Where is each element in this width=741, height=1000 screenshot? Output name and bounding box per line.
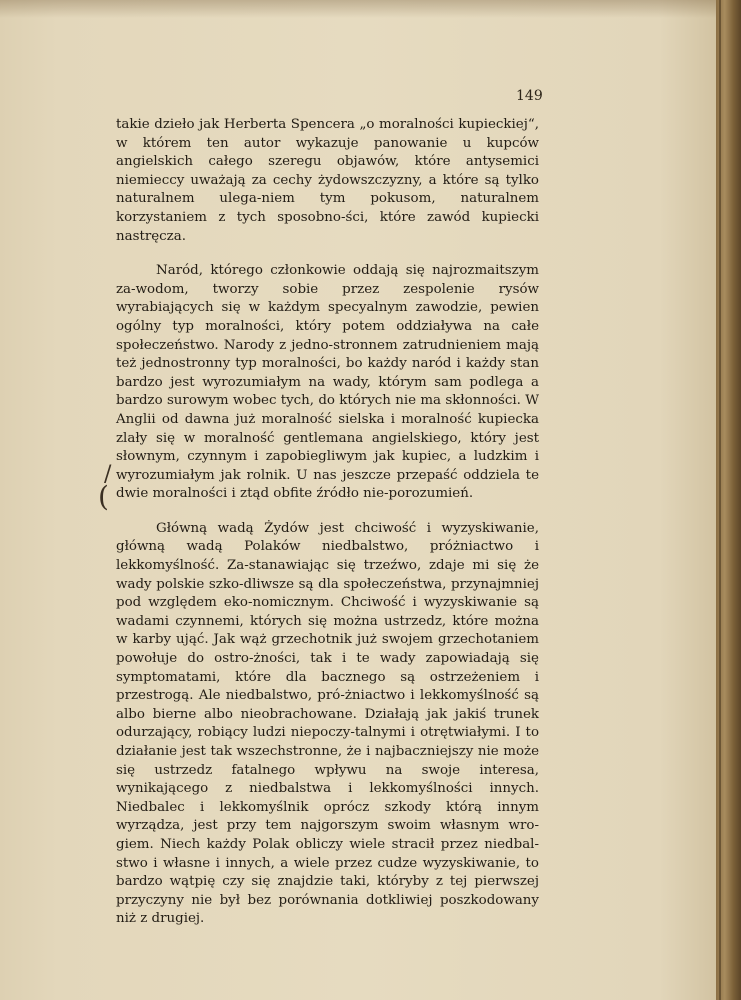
page-number: 149 <box>516 88 543 104</box>
paragraph-3: Główną wadą Żydów jest chciwość i wyzyskiwanie, główną wadą Polaków niedbalstwo, próżniactwo i lekkomyślność. Za-stanawiając się trzeźwo, zdaje mi się że wady polskie szko-dliwsze są dla społeczeństwa, przynajmniej pod względem eko-nomicznym. Chciwość i wyzyskiwanie są wadami czynnemi, których się można ustrzedz, które można w karby ująć. Jak wąż grzechotnik już swojem grzechotaniem powołuje do ostro-żności, tak i te wady zapowiadają się symptomatami, które dla bacznego są ostrzeżeniem i przestrogą. Ale niedbalstwo, pró-żniactwo i lekkomyślność są albo bierne albo nieobrachowane. Działają jak jakiś trunek odurzający, robiący ludzi niepoczy-talnymi i otrętwiałymi. I to działanie jest tak wszechstronne, że i najbaczniejszy nie może się ustrzedz fatalnego wpływu na swoje interesa, wynikającego z niedbalstwa i lekkomyślności innych. Niedbalec i lekkomyślnik oprócz szkody którą innym wyrządza, jest przy tem najgorszym swoim własnym wro-giem. Niech każdy Polak obliczy wiele stracił przez niedbal-stwo i własne i innych, a wiele przez cudze wyzyskiwanie, to bardzo wątpię czy się znajdzie taki, któryby z tej pierwszej przyczyny nie był bez porównania dotkliwiej poszkodowany niż z drugiej. <box>116 520 539 927</box>
paragraph-2: Naród, którego członkowie oddają się najrozmaitszym za-wodom, tworzy sobie przez zespolenie rysów wyrabiających się w każdym specyalnym zawodzie, pewien ogólny typ moralności, który potem oddziaływa na całe społeczeństwo. Narody z jedno-stronnem zatrudnieniem mają też jednostronny typ moralności, bo każdy naród i każdy stan bardzo jest wyrozumiałym na wady, którym sam podlega a bardzo surowym wobec tych, do których nie ma skłonności. W Anglii od dawna już moralność sielska i moralność kupiecka zlały się w moralność gentlemana angielskiego, który jest słownym, czynnym i zapobiegliwym jak kupiec, a ludzkim i wyrozumiałym jak rolnik. U nas jeszcze przepaść oddziela te dwie moralności i ztąd obfite źródło nie-porozumień. <box>116 263 539 502</box>
page-top-shadow <box>0 0 716 18</box>
margin-mark-slash: / <box>104 462 112 487</box>
paragraph-1: takie dzieło jak Herberta Spencera „o moralności kupieckiej“, w którem ten autor wykazuje panowanie u kupców angielskich całego szeregu objawów, które antysemici niemieccy uważają za cechy żydowszczyzny, a które są tylko naturalnem ulega-niem tym pokusom, naturalnem korzystaniem z tych sposobno-ści, które zawód kupiecki nastręcza. <box>116 117 539 244</box>
body-text <box>116 116 539 929</box>
margin-mark-bracket: ( <box>98 480 109 513</box>
spine-edge <box>719 0 721 1000</box>
